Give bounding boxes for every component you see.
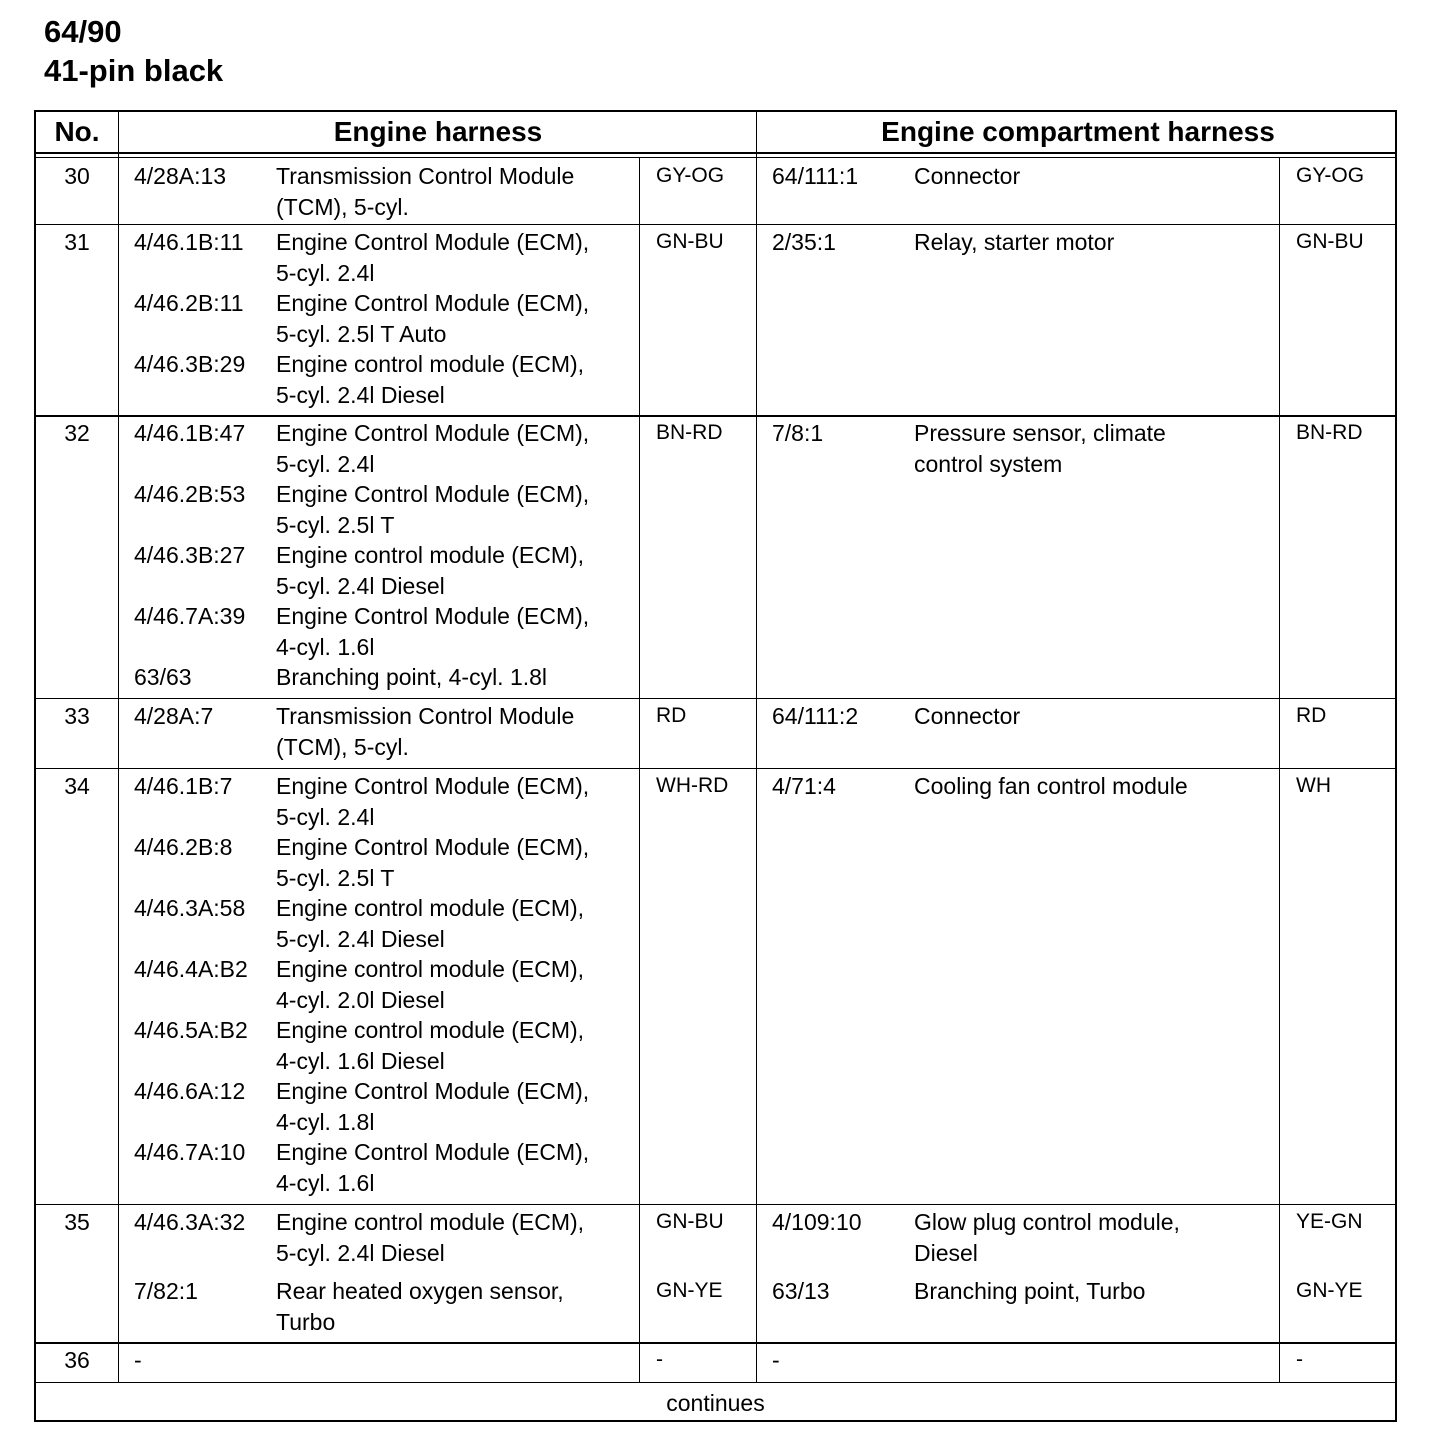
compartment-wire-color: GN-YE [1296, 1279, 1363, 1302]
compartment-description: Pressure sensor, climate control system [914, 420, 1166, 477]
compartment-wire-color: WH [1296, 774, 1331, 797]
engine-description: Branching point, 4-cyl. 1.8l [276, 664, 548, 690]
engine-ref: 63/63 [134, 664, 192, 690]
engine-wire-color: BN-RD [656, 421, 723, 444]
pin-number: 33 [64, 703, 90, 729]
pin-number: 35 [64, 1209, 90, 1235]
engine-description: Transmission Control Module (TCM), 5-cyl. [276, 163, 575, 220]
engine-description: Engine Control Module (ECM), 5-cyl. 2.5l T [276, 481, 590, 538]
compartment-wire-color: BN-RD [1296, 421, 1363, 444]
compartment-wire-color: GY-OG [1296, 164, 1365, 187]
continues-note: continues [666, 1390, 765, 1416]
engine-ref: 4/46.3B:27 [134, 542, 246, 568]
column-rule [756, 415, 757, 698]
engine-ref: 4/46.2B:11 [134, 290, 244, 316]
header-column-rule [118, 112, 119, 158]
engine-ref: 4/28A:7 [134, 703, 214, 729]
column-rule [639, 698, 640, 768]
column-rule [639, 224, 640, 415]
compartment-ref: - [772, 1347, 780, 1373]
row-divider [36, 224, 1395, 225]
engine-description: Engine control module (ECM), 5-cyl. 2.4l Diesel [276, 542, 585, 599]
column-rule [1279, 158, 1280, 224]
column-rule [118, 698, 119, 768]
engine-description: Engine control module (ECM), 4-cyl. 1.6l Diesel [276, 1017, 585, 1074]
engine-ref: 4/46.2B:53 [134, 481, 246, 507]
column-rule [756, 768, 757, 1204]
column-rule [118, 1204, 119, 1342]
column-rule [639, 158, 640, 224]
engine-wire-color: GN-YE [656, 1279, 723, 1302]
pin-number: 32 [64, 420, 90, 446]
table-header [36, 112, 1395, 154]
engine-description: Engine Control Module (ECM), 5-cyl. 2.4l [276, 420, 590, 477]
column-rule [756, 158, 757, 224]
column-rule [118, 224, 119, 415]
column-rule [639, 1204, 640, 1342]
column-rule [756, 1204, 757, 1342]
row-divider [36, 415, 1395, 417]
engine-wire-color: - [656, 1348, 663, 1371]
engine-description: Engine Control Module (ECM), 5-cyl. 2.4l [276, 773, 590, 830]
engine-ref: 4/46.7A:10 [134, 1139, 246, 1165]
pin-number: 31 [64, 229, 90, 255]
compartment-description: Branching point, Turbo [914, 1278, 1146, 1304]
compartment-description: Connector [914, 163, 1021, 189]
engine-ref: 4/46.4A:B2 [134, 956, 248, 982]
compartment-description: Cooling fan control module [914, 773, 1188, 799]
compartment-wire-color: - [1296, 1348, 1303, 1371]
header-double-rule [36, 157, 1395, 158]
column-rule [1279, 1342, 1280, 1382]
engine-description: Engine Control Module (ECM), 5-cyl. 2.5l T [276, 834, 590, 891]
engine-ref: 4/28A:13 [134, 163, 227, 189]
pin-table [34, 110, 1397, 1422]
engine-ref: 4/46.3B:29 [134, 351, 246, 377]
compartment-description: Connector [914, 703, 1021, 729]
engine-wire-color: GY-OG [656, 164, 725, 187]
compartment-ref: 4/71:4 [772, 773, 836, 799]
column-rule [639, 1342, 640, 1382]
engine-ref: 4/46.1B:47 [134, 420, 246, 446]
connector-code: 64/90 [44, 14, 122, 49]
engine-ref: 4/46.2B:8 [134, 834, 233, 860]
column-rule [1279, 698, 1280, 768]
engine-description: Engine control module (ECM), 5-cyl. 2.4l Diesel [276, 895, 585, 952]
column-rule [1279, 224, 1280, 415]
column-rule [639, 768, 640, 1204]
engine-description: Engine control module (ECM), 5-cyl. 2.4l Diesel [276, 351, 585, 408]
pin-number: 36 [64, 1347, 90, 1373]
engine-wire-color: RD [656, 704, 687, 727]
engine-description: Engine control module (ECM), 5-cyl. 2.4l Diesel [276, 1209, 585, 1266]
engine-description: Engine Control Module (ECM), 5-cyl. 2.5l T Auto [276, 290, 590, 347]
row-divider [36, 768, 1395, 769]
column-rule [118, 1342, 119, 1382]
column-rule [118, 158, 119, 224]
column-rule [756, 224, 757, 415]
compartment-ref: 64/111:2 [772, 703, 859, 729]
column-rule [639, 415, 640, 698]
engine-wire-color: GN-BU [656, 230, 724, 253]
compartment-wire-color: GN-BU [1296, 230, 1364, 253]
compartment-ref: 2/35:1 [772, 229, 836, 255]
compartment-ref: 63/13 [772, 1278, 830, 1304]
engine-ref: 4/46.6A:12 [134, 1078, 246, 1104]
engine-ref: 4/46.1B:7 [134, 773, 233, 799]
header-column-rule [756, 112, 757, 158]
engine-ref: - [134, 1347, 142, 1373]
engine-ref: 4/46.1B:11 [134, 229, 244, 255]
engine-description: Engine Control Module (ECM), 5-cyl. 2.4l [276, 229, 590, 286]
column-rule [1279, 768, 1280, 1204]
row-divider [36, 1342, 1395, 1344]
engine-ref: 4/46.5A:B2 [134, 1017, 248, 1043]
compartment-wire-color: YE-GN [1296, 1210, 1363, 1233]
connector-description: 41-pin black [44, 53, 224, 88]
column-rule [118, 768, 119, 1204]
compartment-wire-color: RD [1296, 704, 1327, 727]
row-divider [36, 1204, 1395, 1205]
engine-description: Engine control module (ECM), 4-cyl. 2.0l Diesel [276, 956, 585, 1013]
column-rule [756, 1342, 757, 1382]
engine-description: Transmission Control Module (TCM), 5-cyl. [276, 703, 575, 760]
compartment-ref: 64/111:1 [772, 163, 859, 189]
compartment-description: Glow plug control module, Diesel [914, 1209, 1180, 1266]
pin-number: 30 [64, 163, 90, 189]
compartment-ref: 7/8:1 [772, 420, 824, 446]
compartment-ref: 4/109:10 [772, 1209, 862, 1235]
engine-ref: 4/46.3A:32 [134, 1209, 246, 1235]
column-rule [1279, 415, 1280, 698]
header-compartment-harness: Engine compartment harness [881, 116, 1275, 147]
column-rule [756, 698, 757, 768]
header-no: No. [54, 116, 100, 147]
pin-number: 34 [64, 773, 90, 799]
engine-description: Engine Control Module (ECM), 4-cyl. 1.6l [276, 603, 590, 660]
column-rule [118, 415, 119, 698]
engine-ref: 7/82:1 [134, 1278, 198, 1304]
engine-wire-color: WH-RD [656, 774, 729, 797]
engine-wire-color: GN-BU [656, 1210, 724, 1233]
header-engine-harness: Engine harness [333, 116, 543, 147]
engine-description: Rear heated oxygen sensor, Turbo [276, 1278, 564, 1335]
engine-ref: 4/46.7A:39 [134, 603, 246, 629]
column-rule [1279, 1204, 1280, 1342]
row-divider [36, 1382, 1395, 1383]
row-divider [36, 698, 1395, 699]
engine-description: Engine Control Module (ECM), 4-cyl. 1.6l [276, 1139, 590, 1196]
engine-description: Engine Control Module (ECM), 4-cyl. 1.8l [276, 1078, 590, 1135]
engine-ref: 4/46.3A:58 [134, 895, 246, 921]
compartment-description: Relay, starter motor [914, 229, 1115, 255]
